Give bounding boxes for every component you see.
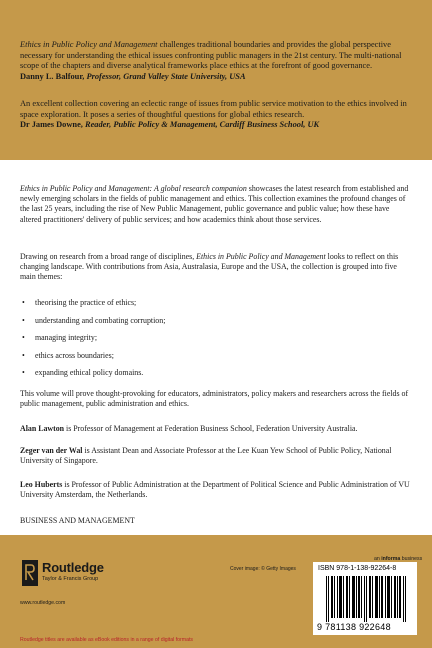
- book-title-italic: Ethics in Public Policy and Management: [20, 40, 158, 49]
- endorsement-text: An excellent collection covering an eclectic range of issues from public service motivation to the ethics involved in space exploration. It poses a series of thoughtful questions for global ethics research.: [20, 99, 407, 119]
- isbn-number: ISBN 978-1-138-92264-8: [318, 565, 397, 572]
- publisher-url: www.routledge.com: [20, 600, 66, 606]
- subject-category: BUSINESS AND MANAGEMENT: [20, 516, 135, 525]
- endorser-affiliation: Reader, Public Policy & Management, Cardiff Business School, UK: [84, 120, 320, 130]
- barcode: [313, 562, 417, 635]
- editor-bio-text: is Assistant Dean and Associate Professor at the Lee Kuan Yew School of Public Policy, National University of Singapore.: [20, 446, 392, 466]
- editor-bio: [20, 480, 412, 500]
- description-paragraph-2: [20, 252, 412, 283]
- description-panel: [0, 160, 432, 535]
- book-title-italic: Ethics in Public Policy and Management: A global research companion: [20, 184, 247, 193]
- description-paragraph-1: [20, 184, 412, 225]
- ebook-note: Routledge titles are available as eBook editions in a range of digital formats: [20, 637, 194, 643]
- endorsement-text: challenges traditional boundaries and provides the global perspective necessary for understanding the ethical issues confronting public managers in the 21st century. The multi-national scope of the chapters and diverse analytical frameworks place ethics at the forefront of good governance.: [20, 40, 402, 71]
- cover-image-credit: Cover image: © Getty Images: [230, 566, 296, 572]
- publisher-name: Routledge: [42, 560, 104, 575]
- paragraph-text: Drawing on research from a broad range of disciplines,: [20, 252, 197, 261]
- informa-suffix: business: [400, 556, 423, 562]
- editor-bio-text: is Professor of Management at Federation Business School, Federation University Australia.: [64, 424, 358, 433]
- theme-item: • managing integrity;: [20, 333, 412, 351]
- editor-name: Leo Huberts: [20, 480, 63, 489]
- endorsement-1: [20, 40, 416, 82]
- barcode-number: 9 781138 922648: [317, 622, 391, 632]
- endorsement-attribution: [20, 72, 416, 83]
- informa-prefix: an: [374, 556, 382, 562]
- barcode-bars: [326, 576, 408, 622]
- theme-item: • ethics across boundaries;: [20, 351, 412, 369]
- book-title-italic: Ethics in Public Policy and Management: [196, 252, 326, 261]
- publisher-group: Taylor & Francis Group: [42, 576, 99, 582]
- editor-bio-text: is Professor of Public Administration at the Department of Political Science and Public Administration of VU University Amsterdam, the Netherlands.: [20, 480, 410, 500]
- publisher-logo: [22, 558, 142, 598]
- editor-name: Zeger van der Wal: [20, 446, 83, 455]
- description-paragraph-3: This volume will prove thought-provoking for educators, administrators, policy makers and researchers across the fields of public management, public administration and ethics.: [20, 389, 409, 409]
- paragraph-text: looks to reflect on this changing landscape. With contributions from Asia, Australasia, Europe and the USA, the collection is grouped into five main themes:: [20, 252, 399, 282]
- editor-bio: [20, 424, 412, 434]
- endorser-name: Dr James Downe,: [20, 120, 85, 130]
- endorser-affiliation: Professor, Grand Valley State University, USA: [86, 71, 246, 81]
- informa-brand: informa: [381, 556, 401, 562]
- theme-item: • understanding and combating corruption;: [20, 316, 412, 334]
- editor-name: Alan Lawton: [20, 424, 65, 433]
- endorsement-2: [20, 99, 416, 131]
- editor-bio: [20, 446, 412, 466]
- routledge-r-icon: [22, 560, 38, 586]
- theme-item: • theorising the practice of ethics;: [20, 298, 412, 316]
- theme-item: • expanding ethical policy domains.: [20, 368, 412, 386]
- themes-list: [20, 298, 412, 386]
- endorser-name: Danny L. Balfour,: [20, 71, 87, 81]
- endorsement-attribution: [20, 120, 416, 131]
- paragraph-text: showcases the latest research from established and newly emerging scholars in the fields of public management and ethics. This collection examines the profound changes of the last 25 years, including the rise of New Public Management, public governance and public value; how these have altered practitioners' delivery of public services; and how academics think about those services.: [20, 184, 409, 224]
